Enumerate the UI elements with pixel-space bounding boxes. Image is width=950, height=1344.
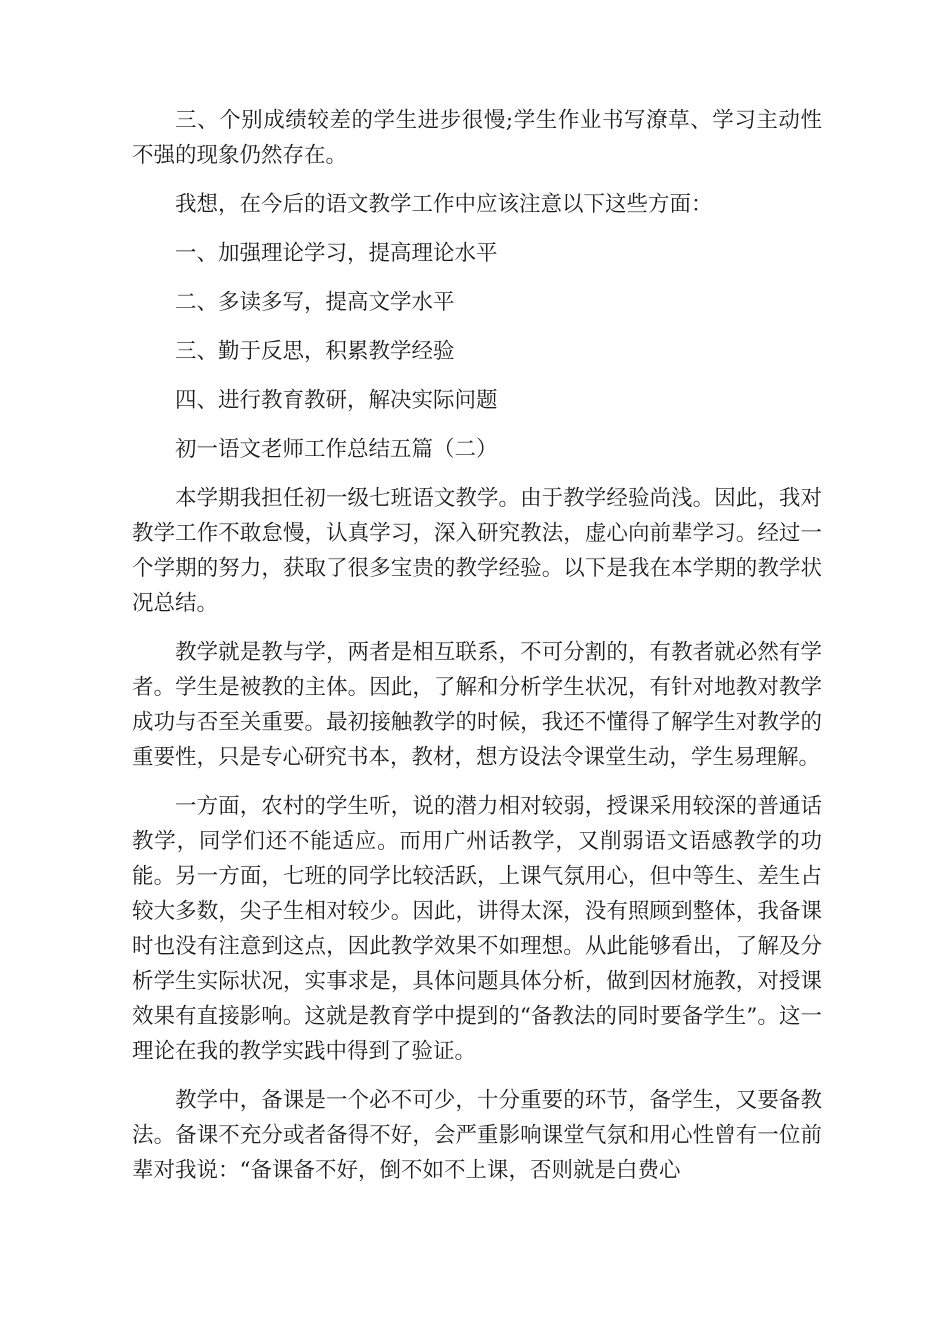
paragraph-lesson-prep: 教学中，备课是一个必不可少，十分重要的环节，备学生，又要备教法。备课不充分或者备得不好，会严重影响课堂气氛和用心性曾有一位前辈对我说：“备课备不好，倒不如不上课，否则就是白费心 bbox=[132, 1088, 822, 1183]
paragraph-student-situation: 一方面，农村的学生听，说的潜力相对较弱，授课采用较深的普通话教学，同学们还不能适应。而用广州话教学，又削弱语文语感教学的功能。另一方面，七班的同学比较活跃，上课气氛用心，但中等生、差生占较大多数，尖子生相对较少。因此，讲得太深，没有照顾到整体，我备课时也没有注意到这点，因此教学效果不如理想。从此能够看出，了解及分析学生实际状况，实事求是，具体问题具体分析，做到因材施教，对授课效果有直接影响。这就是教育学中提到的“备教法的同时要备学生”。这一理论在我的教学实践中得到了验证。 bbox=[132, 794, 822, 1064]
paragraph-teaching-learning: 教学就是教与学，两者是相互联系，不可分割的，有教者就必然有学者。学生是被教的主体。因此，了解和分析学生状况，有针对地教对教学成功与否至关重要。最初接触教学的时候，我还不懂得了解学生对教学的重要性，只是专心研究书本，教材，想方设法令课堂生动，学生易理解。 bbox=[132, 640, 822, 770]
list-item-three: 三、勤于反思，积累教学经验 bbox=[175, 339, 455, 364]
paragraph-weakness-three: 三、个别成绩较差的学生进步很慢;学生作业书写潦草、学习主动性不强的现象仍然存在。 bbox=[132, 108, 822, 168]
paragraph-future-intro: 我想，在今后的语文教学工作中应该注意以下这些方面： bbox=[175, 192, 713, 217]
paragraph-semester-intro: 本学期我担任初一级七班语文教学。由于教学经验尚浅。因此，我对教学工作不敢怠慢，认真学习，深入研究教法，虚心向前辈学习。经过一个学期的努力，获取了很多宝贵的教学经验。以下是我在本学期的教学状况总结。 bbox=[132, 486, 822, 616]
list-item-one: 一、加强理论学习，提高理论水平 bbox=[175, 241, 498, 266]
section-heading: 初一语文老师工作总结五篇（二） bbox=[175, 437, 498, 462]
document-page bbox=[132, 103, 822, 1188]
list-item-four: 四、进行教育教研，解决实际问题 bbox=[175, 388, 498, 413]
list-item-two: 二、多读多写，提高文学水平 bbox=[175, 290, 455, 315]
